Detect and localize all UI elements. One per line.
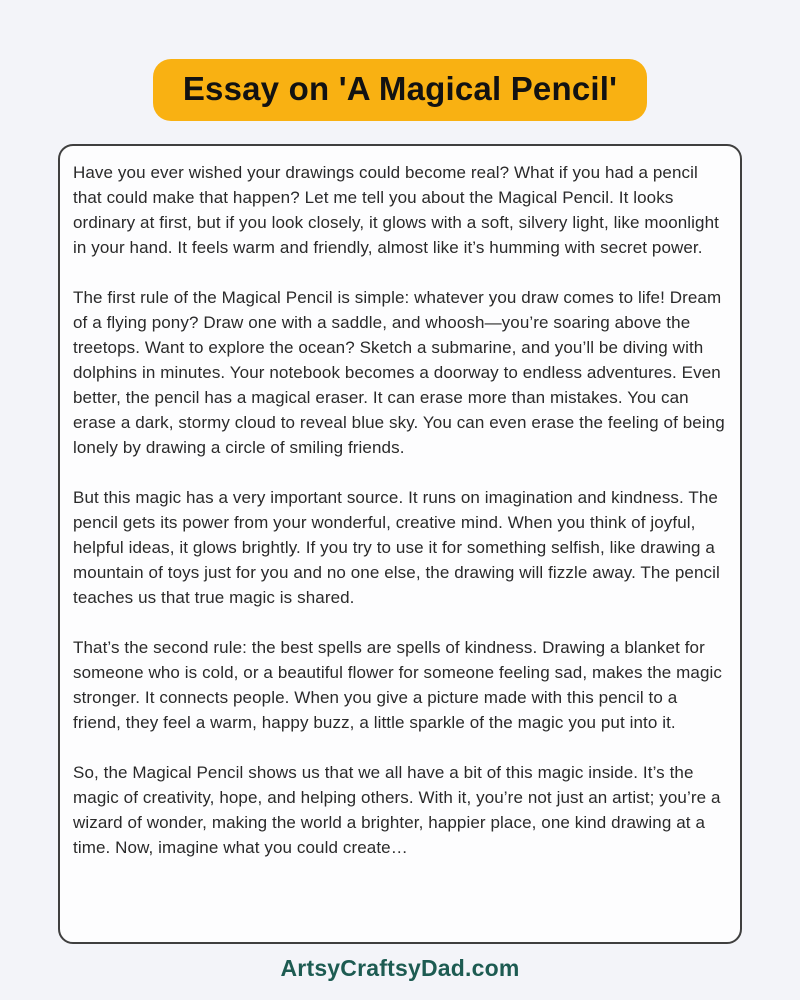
essay-paragraph: But this magic has a very important source. It runs on imagination and kindness. The pencil gets its power from your wonderful, creative mind. When you think of joyful, helpful ideas, it glows brightly. If you try to use it for something selfish, like drawing a mountain of toys just for you and no one else, the drawing will fizzle away. The pencil teaches us that true magic is shared.: [73, 488, 720, 607]
page-title: Essay on 'A Magical Pencil': [182, 70, 618, 107]
title-wrap: [0, 0, 800, 121]
essay-box: [58, 144, 742, 944]
essay-body: [73, 160, 728, 860]
essay-paragraph: Have you ever wished your drawings could become real? What if you had a pencil that could make that happen? Let me tell you about the Magical Pencil. It looks ordinary at first, but if you look closely, it glows with a soft, silvery light, like moonlight in your hand. It feels warm and friendly, almost like it’s humming with secret power.: [73, 163, 719, 257]
title-banner: [153, 59, 647, 121]
footer: [0, 955, 800, 982]
essay-paragraph: So, the Magical Pencil shows us that we all have a bit of this magic inside. It’s the magic of creativity, hope, and helping others. With it, you’re not just an artist; you’re a wizard of wonder, making the world a brighter, happier place, one kind drawing at a time. Now, imagine what you could create…: [73, 763, 721, 857]
essay-paragraph: That’s the second rule: the best spells are spells of kindness. Drawing a blanket for someone who is cold, or a beautiful flower for someone feeling sad, makes the magic stronger. It connects people. When you give a picture made with this pencil to a friend, they feel a warm, happy buzz, a little sparkle of the magic you put into it.: [73, 638, 722, 732]
site-name: ArtsyCraftsyDad.com: [280, 955, 520, 981]
essay-paragraph: The first rule of the Magical Pencil is simple: whatever you draw comes to life! Dream of a flying pony? Draw one with a saddle, and whoosh—you’re soaring above the treetops. Want to explore the ocean? Sketch a submarine, and you’ll be diving with dolphins in minutes. Your notebook becomes a doorway to endless adventures. Even better, the pencil has a magical eraser. It can erase more than mistakes. You can erase a dark, stormy cloud to reveal blue sky. You can even erase the feeling of being lonely by drawing a circle of smiling friends.: [73, 288, 725, 457]
